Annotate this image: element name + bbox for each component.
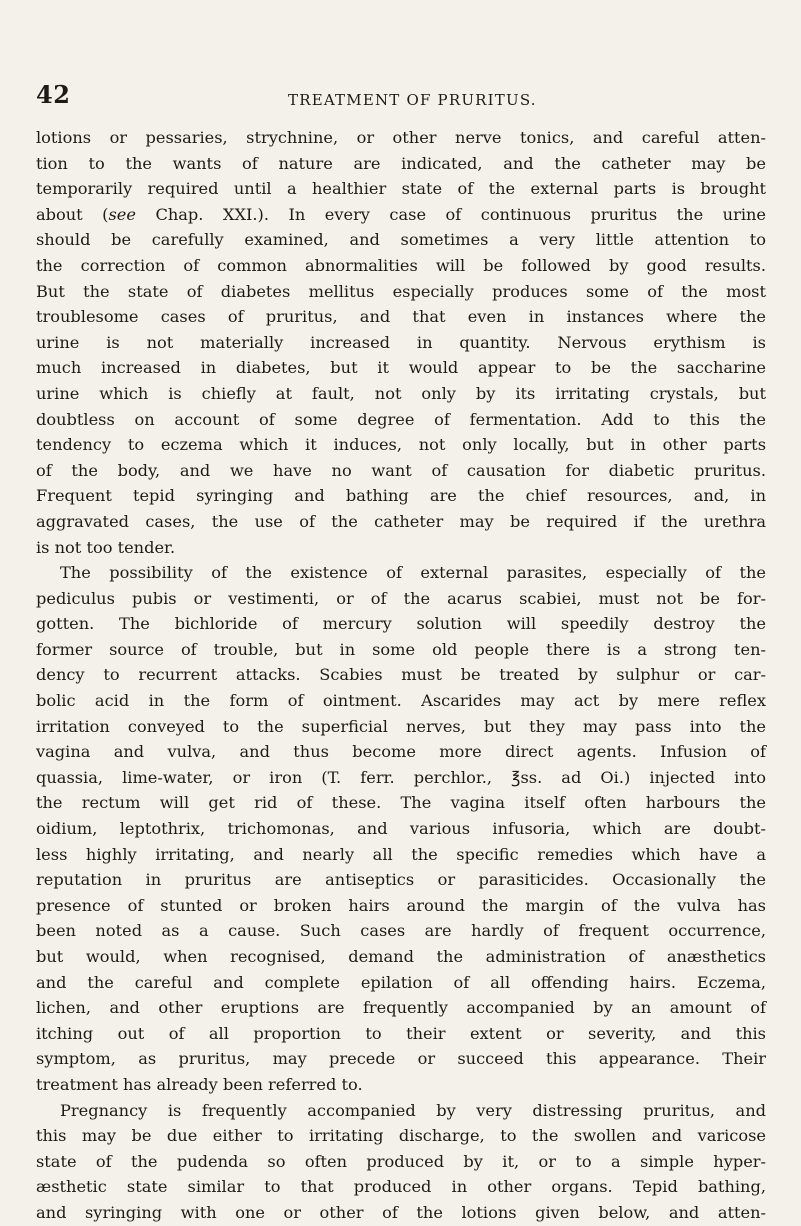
text-line: is not too tender. bbox=[36, 537, 176, 557]
text-line: the rectum will get rid of these. The vagina itself often harbours the bbox=[36, 793, 766, 813]
text-line: former source of trouble, but in some old people there is a strong ten- bbox=[36, 639, 766, 659]
text-line: should be carefully examined, and sometimes a very little attention to bbox=[36, 230, 766, 250]
text-line: urine which is chiefly at fault, not only by its irritating crystals, but bbox=[36, 383, 766, 403]
text-line: but would, when recognised, demand the administration of anæsthetics bbox=[36, 947, 766, 966]
italic-see: see bbox=[108, 204, 136, 224]
text-line: symptom, as pruritus, may precede or succeed this appearance. Their bbox=[36, 1049, 766, 1069]
text-line: Frequent tepid syringing and bathing are the chief resources, and, in bbox=[36, 486, 766, 506]
text-line: lichen, and other eruptions are frequently accompanied by an amount of bbox=[36, 998, 766, 1018]
text-line: gotten. The bichloride of mercury solution will speedily destroy the bbox=[36, 614, 766, 634]
text-line: aggravated cases, the use of the catheter may be required if the urethra bbox=[36, 511, 766, 531]
text-line: The possibility of the existence of external parasites, especially of the bbox=[60, 563, 766, 583]
page-number: 42 bbox=[36, 80, 71, 109]
text-line: itching out of all proportion to their extent or severity, and this bbox=[36, 1023, 766, 1043]
text-line: this may be due either to irritating discharge, to the swollen and varicose bbox=[36, 1126, 766, 1146]
text-line: urine is not materially increased in quantity. Nervous erythism is bbox=[36, 332, 766, 352]
text-line: tendency to eczema which it induces, not only locally, but in other parts bbox=[36, 435, 766, 455]
text-line: less highly irritating, and nearly all the specific remedies which have a bbox=[36, 844, 766, 864]
text-line: irritation conveyed to the superficial nerves, but they may pass into the bbox=[36, 716, 766, 736]
text-line: treatment has already been referred to. bbox=[36, 1074, 363, 1094]
text-line: the correction of common abnormalities will be followed by good results. bbox=[36, 255, 766, 275]
text-line: pediculus pubis or vestimenti, or of the acarus scabiei, must not be for- bbox=[36, 588, 766, 608]
text-line: reputation in pruritus are antiseptics or parasiticides. Occasionally the bbox=[36, 870, 766, 890]
text-line: troublesome cases of pruritus, and that even in instances where the bbox=[36, 307, 766, 327]
text-line: doubtless on account of some degree of fermentation. Add to this the bbox=[36, 409, 766, 429]
text-line: quassia, lime-water, or iron (T. ferr. perchlor., ℥ss. ad Oi.) injected into bbox=[36, 767, 766, 787]
text-line: bolic acid in the form of ointment. Ascarides may act by mere reflex bbox=[36, 691, 766, 711]
body-text bbox=[36, 125, 766, 1226]
text-line: much increased in diabetes, but it would appear to be the saccharine bbox=[36, 358, 766, 378]
text-line: about (see Chap. XXI.). In every case of continuous pruritus the urine bbox=[36, 204, 766, 224]
text-line: state of the pudenda so often produced by it, or to a simple hyper- bbox=[36, 1151, 766, 1171]
text-line: presence of stunted or broken hairs around the margin of the vulva has bbox=[36, 895, 766, 915]
text-line: lotions or pessaries, strychnine, or other nerve tonics, and careful atten- bbox=[36, 128, 766, 147]
text-line: and the careful and complete epilation of all offending hairs. Eczema, bbox=[36, 972, 766, 992]
text-line: vagina and vulva, and thus become more direct agents. Infusion of bbox=[36, 742, 766, 762]
text-line: But the state of diabetes mellitus especially produces some of the most bbox=[36, 281, 766, 301]
text-line: æsthetic state similar to that produced in other organs. Tepid bathing, bbox=[36, 1177, 766, 1197]
text-line: tion to the wants of nature are indicated, and the catheter may be bbox=[36, 153, 766, 173]
text-line: Pregnancy is frequently accompanied by very distressing pruritus, and bbox=[60, 1100, 766, 1120]
text-line: been noted as a cause. Such cases are hardly of frequent occurrence, bbox=[36, 921, 766, 941]
text-line: and syringing with one or other of the lotions given below, and atten- bbox=[36, 1202, 766, 1222]
text-line: oidium, leptothrix, trichomonas, and various infusoria, which are doubt- bbox=[36, 819, 766, 839]
text-line: dency to recurrent attacks. Scabies must be treated by sulphur or car- bbox=[36, 665, 766, 685]
running-head: TREATMENT OF PRURITUS. bbox=[288, 91, 537, 109]
text-line: temporarily required until a healthier state of the external parts is brought bbox=[36, 179, 766, 199]
text-line: of the body, and we have no want of causation for diabetic pruritus. bbox=[36, 460, 766, 480]
